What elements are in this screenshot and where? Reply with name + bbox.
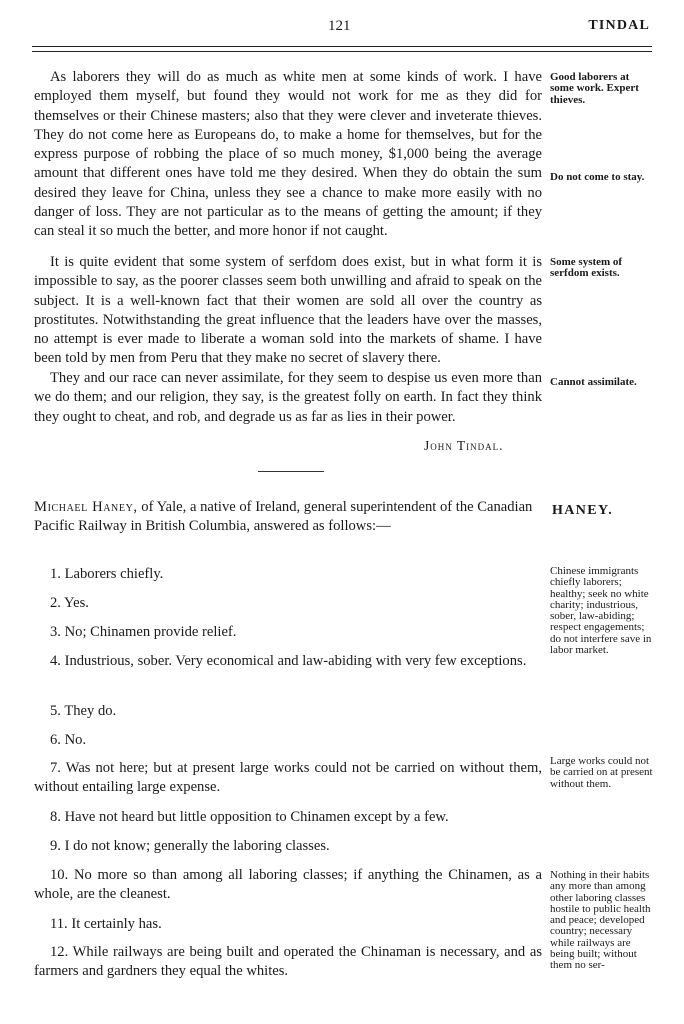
answer-text: They do. — [60, 703, 117, 719]
tindal-paragraph-1 — [34, 68, 542, 242]
witness-name: Michael Haney, — [34, 499, 138, 515]
answer-number: 9. — [50, 838, 61, 854]
answer-number: 12. — [50, 944, 69, 960]
answer-item — [34, 731, 542, 750]
tindal-paragraph-2 — [34, 253, 542, 369]
page-number: 121 — [328, 18, 351, 34]
header-rule-thin — [32, 51, 652, 52]
answer-item — [34, 594, 542, 613]
answer-item — [34, 866, 542, 905]
margin-note: Do not come to stay. — [550, 171, 645, 183]
answer-text: Laborers chiefly. — [60, 566, 164, 582]
answer-text: No more so than among all laboring classes; if anything the Chinamen, as a whole, are the cleanest. — [34, 867, 542, 903]
answer-text: Have not heard but little opposition to Chinamen except by a few. — [60, 809, 449, 825]
header-rule — [32, 46, 652, 47]
answer-text: Industrious, sober. Very economical and law-abiding with very few exceptions. — [60, 653, 527, 669]
answer-text: No. — [60, 732, 87, 748]
tindal-paragraph-3 — [34, 369, 542, 427]
answer-item — [34, 759, 542, 798]
answer-number: 8. — [50, 809, 61, 825]
paragraph-text: They and our race can never assimilate, for they seem to despise us even more than we do them; and our religion, they say, is the greatest folly on earth. In fact they think they ought to cheat, and rob, and degrade us as far as lies in their power. — [34, 370, 542, 425]
margin-note: Large works could not be carried on at present without them. — [550, 755, 653, 790]
answer-number: 3. — [50, 624, 61, 640]
page-header — [0, 16, 684, 36]
answer-number: 5. — [50, 703, 61, 719]
section-divider — [258, 471, 324, 472]
answer-text: I do not know; generally the laboring classes. — [60, 838, 330, 854]
running-head: TINDAL — [588, 18, 650, 33]
answer-item — [34, 943, 542, 982]
margin-note: Some system of serfdom exists. — [550, 256, 623, 280]
signature: John Tindal. — [424, 438, 504, 453]
answer-item — [34, 623, 542, 642]
witness-tag: HANEY. — [552, 503, 614, 518]
intro-text: of Yale, a native of Ireland, general superintendent of the Canadian Pacific Railway in British Columbia, answered as follows:— — [34, 499, 533, 535]
answer-item — [34, 565, 542, 584]
answer-item — [34, 702, 542, 721]
answer-text: Yes. — [60, 595, 89, 611]
answer-text: It certainly has. — [67, 916, 162, 932]
margin-note: Nothing in their habits any more than among other laboring classes hostile to public health and peace; developed country; necessary while railways are being built; without them no ser- — [550, 869, 651, 972]
answer-number: 1. — [50, 566, 61, 582]
answer-number: 11. — [50, 916, 68, 932]
haney-intro — [34, 498, 542, 537]
answer-item — [34, 652, 542, 671]
margin-note: Chinese immigrants chiefly laborers; healthy; seek no white charity; industrious, sober, law-abiding; respect engagements; do not interfere save in labor market. — [550, 565, 652, 657]
answer-number: 4. — [50, 653, 61, 669]
answer-number: 6. — [50, 732, 61, 748]
answer-item — [34, 808, 542, 827]
paragraph-text: As laborers they will do as much as white men at some kinds of work. I have employed them myself, but found they would not work for me as they did for themselves or their Chinese masters; also that they were clever and inveterate thieves. They do not come here as Europeans do, to make a home for themselves, but for the express purpose of robbing the place of so much money, $1,000 being the average amount that different ones have told me they desired. When they do obtain the sum desired they leave for China, unless they see a chance to make more easily with no danger of loss. They are not particular as to the means of getting the amount; if they can steal it so much the better, and more honor if not caught. — [34, 69, 542, 240]
answer-number: 7. — [50, 760, 61, 776]
margin-note: Cannot assimilate. — [550, 376, 637, 388]
paragraph-text: It is quite evident that some system of serfdom does exist, but in what form it is impossible to say, as the poorer classes seem both unwilling and afraid to speak on the subject. It is a well-known fact that their women are sold all over the country as prostitutes. Notwithstanding the great influence that the leaders have over the masses, no attempt is ever made to liberate a woman sold into the markets of shame. I have been told by men from Peru that they make no secret of slavery there. — [34, 254, 542, 367]
answer-text: Was not here; but at present large works could not be carried on without them, without entailing large expense. — [34, 760, 542, 796]
answer-text: While railways are being built and operated the Chinaman is necessary, and as farmers and gardners they equal the whites. — [34, 944, 542, 980]
answer-number: 2. — [50, 595, 61, 611]
answer-text: No; Chinamen provide relief. — [60, 624, 237, 640]
answer-number: 10. — [50, 867, 69, 883]
margin-note: Good laborers at some work. Expert thieves. — [550, 71, 639, 106]
answer-item — [34, 837, 542, 856]
answer-item — [34, 915, 542, 934]
